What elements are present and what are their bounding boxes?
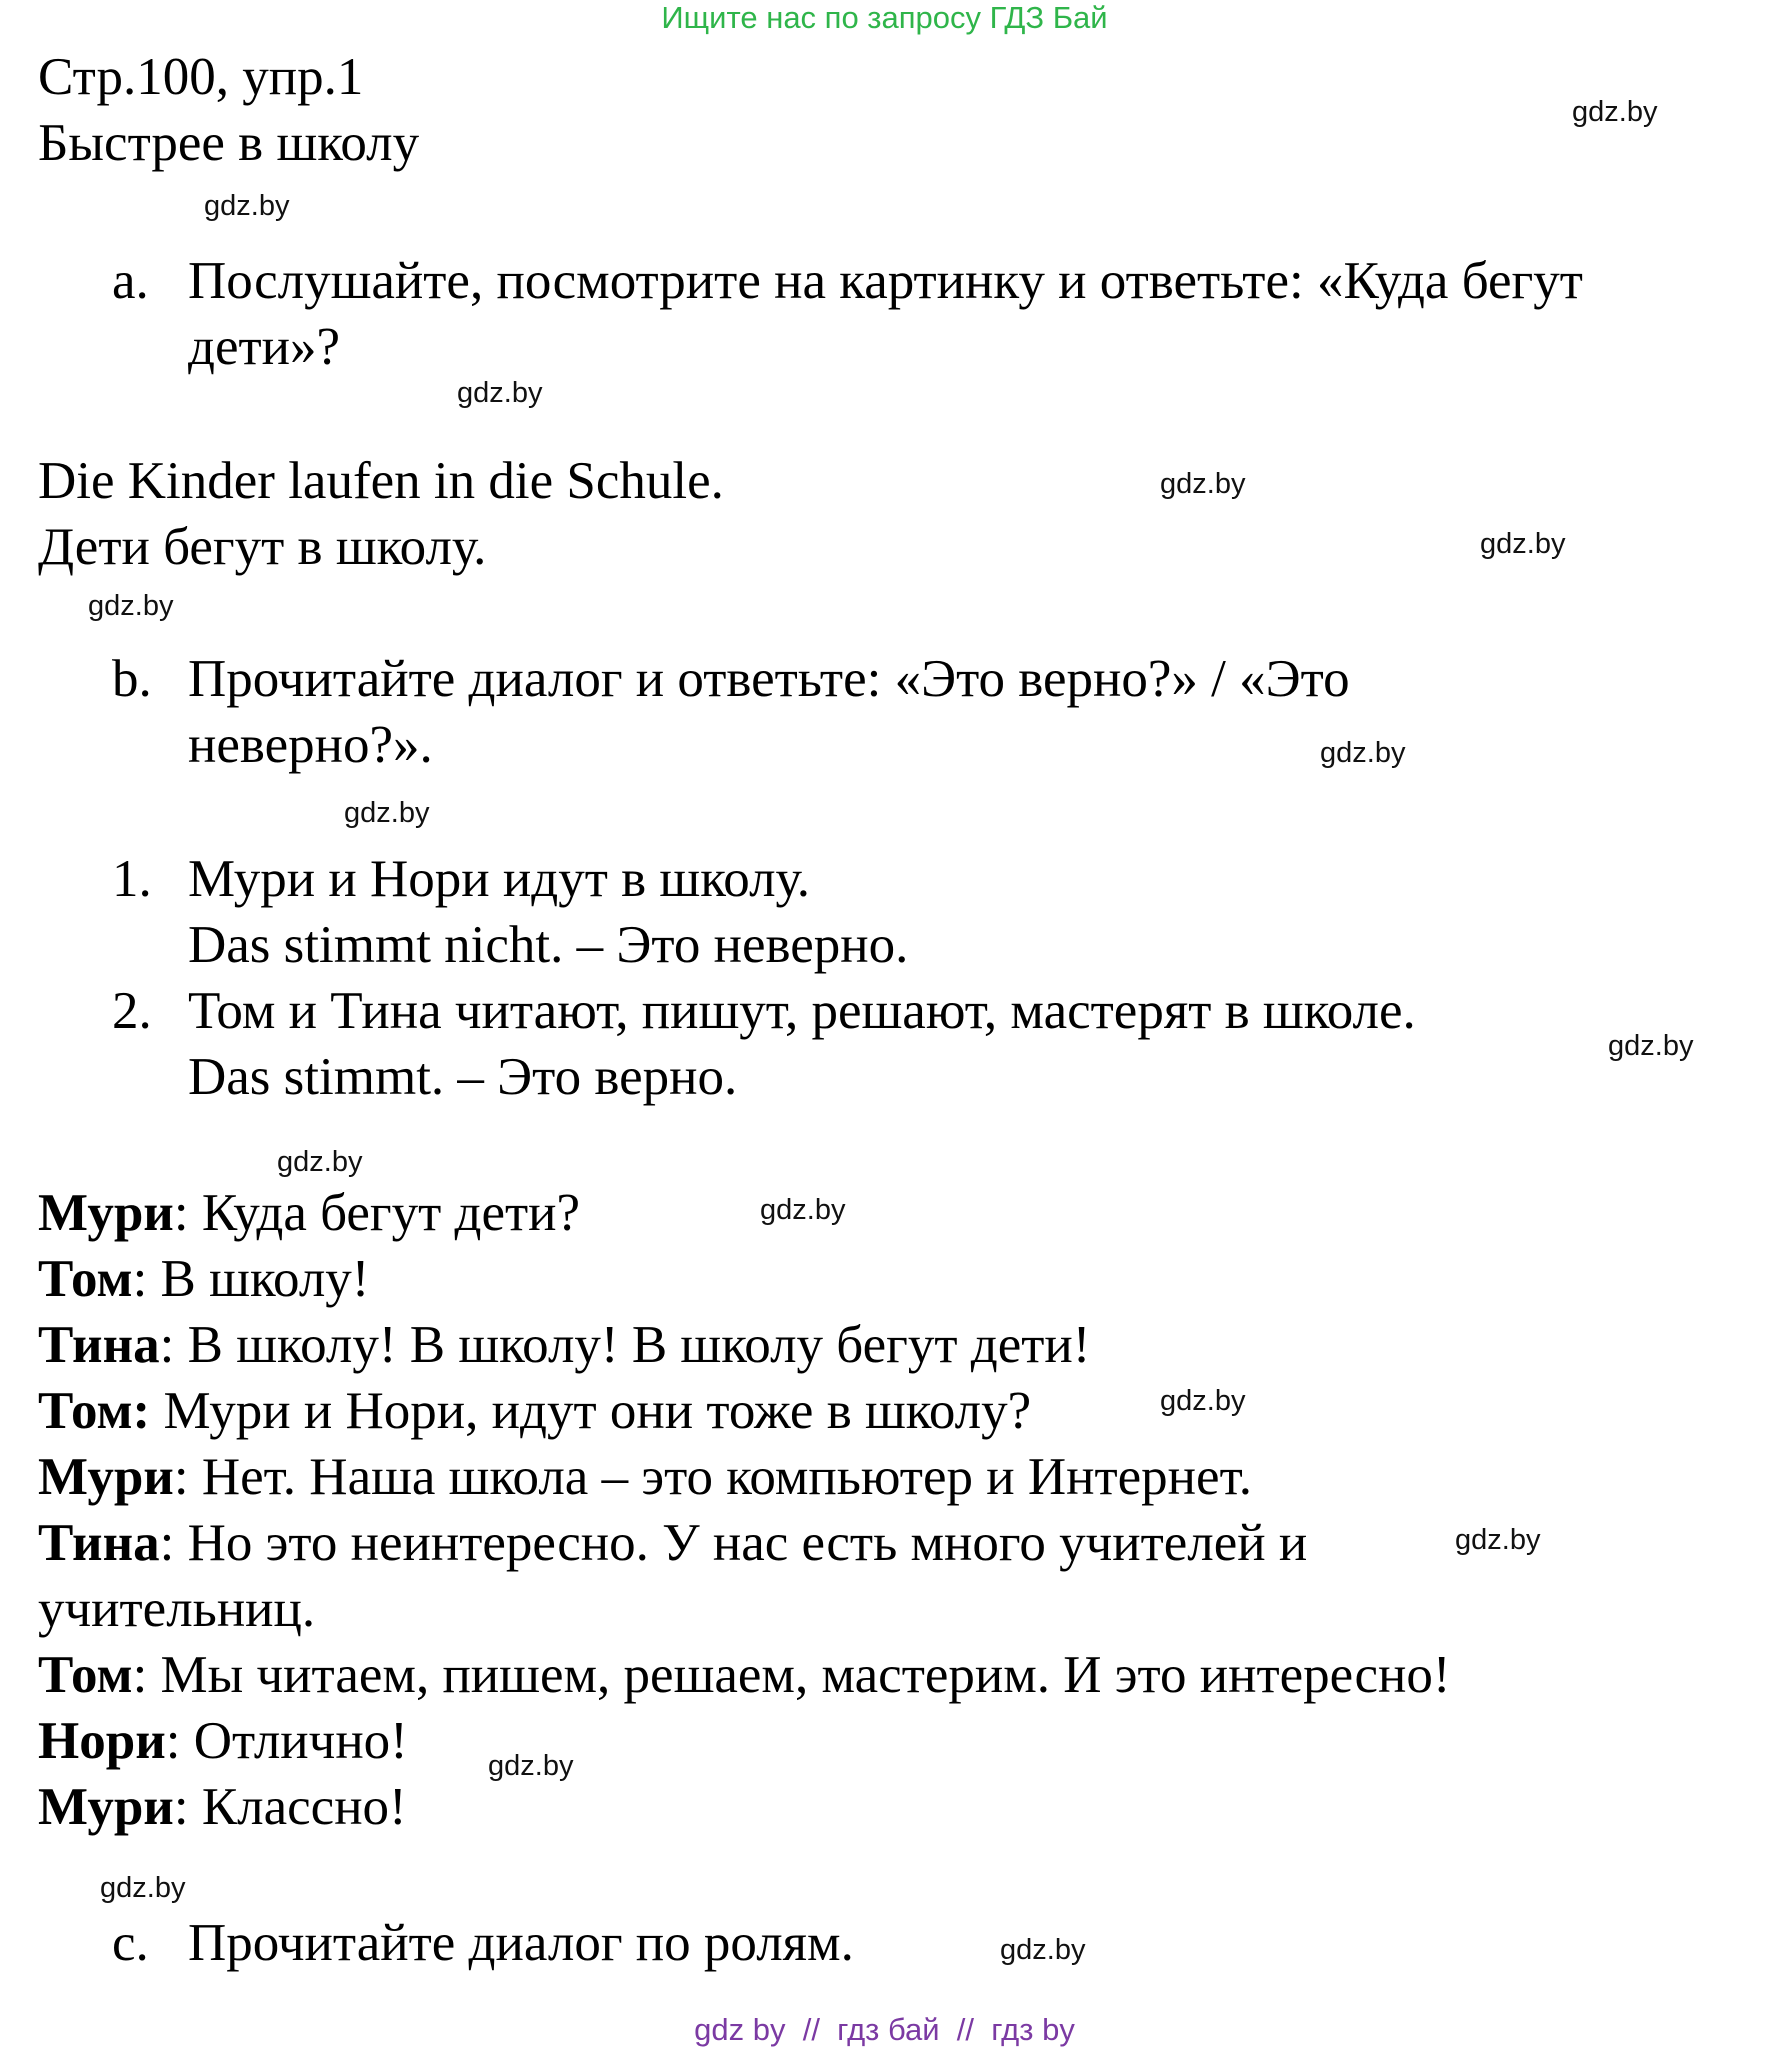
dialog-line <box>38 1774 407 1840</box>
dialog-speaker: Том <box>38 1250 133 1308</box>
dialog-line <box>38 1510 1307 1576</box>
dialog-line <box>38 1246 369 1312</box>
watermark: gdz.by <box>1480 528 1566 560</box>
dialog-speaker: Тина <box>38 1316 160 1374</box>
dialog-separator: : <box>173 1184 189 1242</box>
dialog-speaker: Том <box>38 1646 133 1704</box>
watermark: gdz.by <box>1608 1030 1694 1062</box>
dialog-speaker: Нори <box>38 1712 166 1770</box>
exercise-title: Быстрее в школу <box>38 114 420 172</box>
dialog-text: Куда бегут дети? <box>188 1184 581 1242</box>
dialog-speaker: Тина <box>38 1514 160 1572</box>
watermark: gdz.by <box>1160 1385 1246 1417</box>
dialog-text: Но это неинтересно. У нас есть много учителей и <box>174 1514 1308 1572</box>
task-c-marker: c. <box>112 1914 149 1972</box>
watermark: gdz.by <box>1455 1524 1541 1556</box>
dialog-text: Классно! <box>188 1778 407 1836</box>
answer-b-1-answer: Das stimmt nicht. – Это неверно. <box>188 916 909 974</box>
dialog-text: Мури и Нори, идут они тоже в школу? <box>150 1382 1032 1440</box>
watermark: gdz.by <box>88 590 174 622</box>
dialog-separator: : <box>159 1316 175 1374</box>
dialog-text: Мы читаем, пишем, решаем, мастерим. И это интересно! <box>147 1646 1451 1704</box>
dialog-separator: : <box>165 1712 181 1770</box>
dialog-text: учительниц. <box>38 1580 316 1638</box>
task-a-marker: a. <box>112 252 149 310</box>
dialog-line <box>38 1576 315 1642</box>
dialog-separator: : <box>159 1514 175 1572</box>
dialog-separator: : <box>132 1250 148 1308</box>
answer-b-1-marker: 1. <box>112 850 152 908</box>
dialog-line <box>38 1444 1252 1510</box>
watermark: gdz.by <box>1000 1934 1086 1966</box>
dialog-separator: : <box>132 1646 148 1704</box>
task-a-line-2: дети»? <box>188 318 341 376</box>
watermark: gdz.by <box>277 1146 363 1178</box>
watermark: gdz.by <box>1160 468 1246 500</box>
task-c-line-1: Прочитайте диалог по ролям. <box>188 1914 854 1972</box>
task-b-line-1: Прочитайте диалог и ответьте: «Это верно?» / «Это <box>188 650 1350 708</box>
dialog-separator: : <box>173 1448 189 1506</box>
dialog-speaker: Мури <box>38 1448 174 1506</box>
task-b-line-2: неверно?». <box>188 716 433 774</box>
answer-a-german: Die Kinder laufen in die Schule. <box>38 452 724 510</box>
watermark: gdz.by <box>100 1872 186 1904</box>
answer-b-2-statement: Том и Тина читают, пишут, решают, мастерят в школе. <box>188 982 1416 1040</box>
answer-b-2-marker: 2. <box>112 982 152 1040</box>
dialog-text: Отлично! <box>180 1712 408 1770</box>
dialog-line <box>38 1378 1031 1444</box>
dialog-text: Нет. Наша школа – это компьютер и Интернет. <box>188 1448 1252 1506</box>
task-b-marker: b. <box>112 650 152 708</box>
dialog-line <box>38 1708 408 1774</box>
dialog-speaker: Мури <box>38 1778 174 1836</box>
watermark: gdz.by <box>1320 737 1406 769</box>
task-a-line-1: Послушайте, посмотрите на картинку и ответьте: «Куда бегут <box>188 252 1583 310</box>
watermark: gdz.by <box>488 1750 574 1782</box>
watermark: gdz.by <box>760 1194 846 1226</box>
dialog-line <box>38 1180 580 1246</box>
dialog-speaker: Том: <box>38 1382 151 1440</box>
top-banner: Ищите нас по запросу ГДЗ Бай <box>661 0 1108 35</box>
answer-b-1-statement: Мури и Нори идут в школу. <box>188 850 810 908</box>
dialog-line <box>38 1312 1090 1378</box>
answer-a-russian: Дети бегут в школу. <box>38 518 487 576</box>
watermark: gdz.by <box>1572 96 1658 128</box>
dialog-speaker: Мури <box>38 1184 174 1242</box>
dialog-line <box>38 1642 1451 1708</box>
watermark: gdz.by <box>344 797 430 829</box>
watermark: gdz.by <box>457 377 543 409</box>
answer-b-2-answer: Das stimmt. – Это верно. <box>188 1048 738 1106</box>
dialog-separator: : <box>173 1778 189 1836</box>
dialog-text: В школу! <box>147 1250 370 1308</box>
page-title: Стр.100, упр.1 <box>38 48 364 106</box>
dialog-text: В школу! В школу! В школу бегут дети! <box>174 1316 1091 1374</box>
footer-links: gdz by // гдз бай // гдз by <box>694 2012 1075 2047</box>
watermark: gdz.by <box>204 190 290 222</box>
